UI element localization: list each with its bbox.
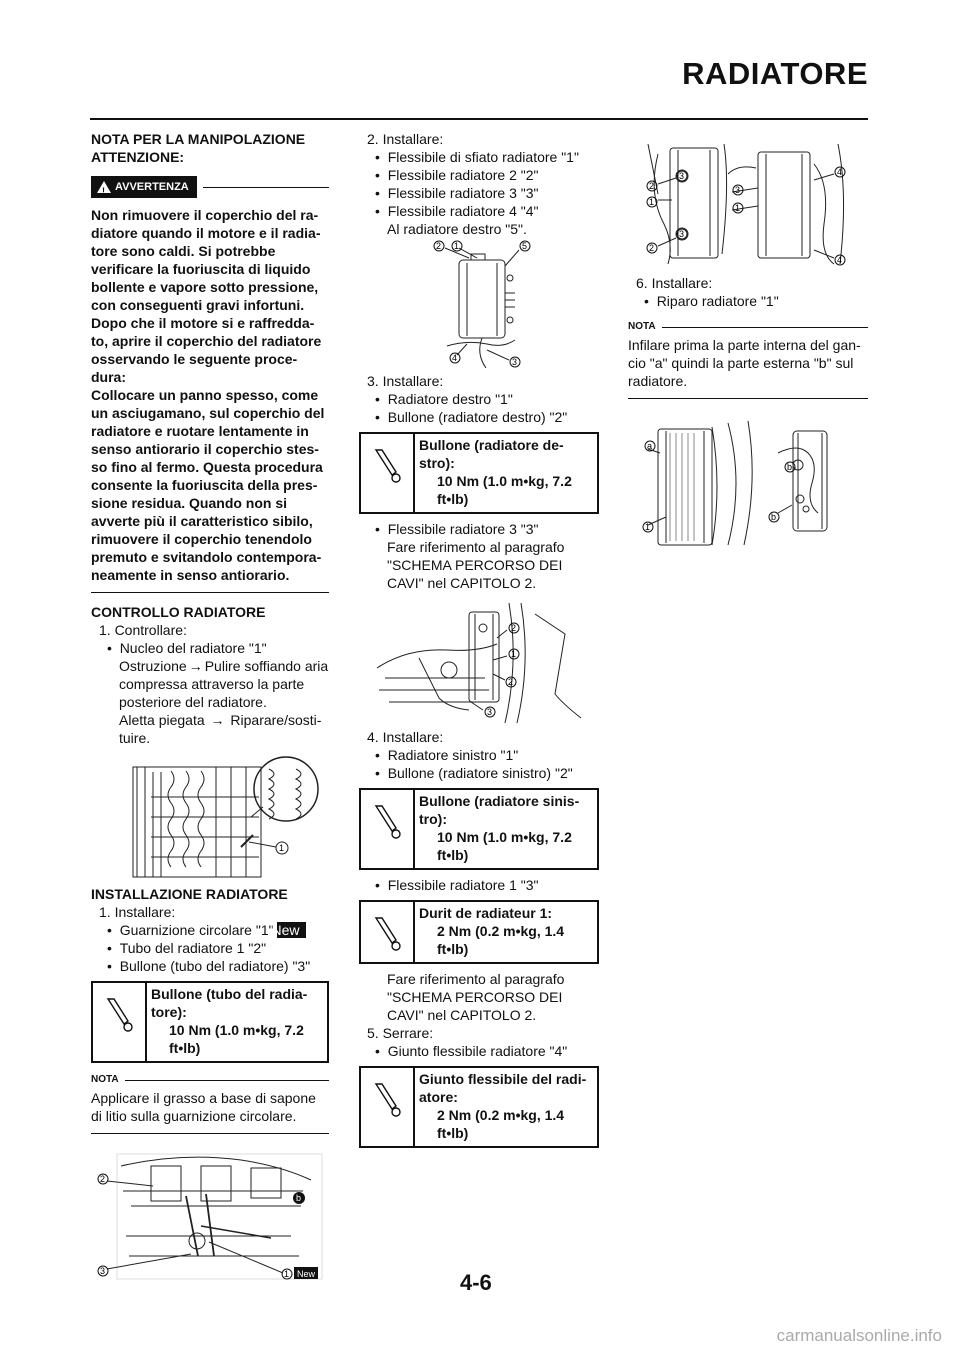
svg-text:3: 3 <box>679 171 685 181</box>
header-rule <box>90 118 868 120</box>
torque-wrench-icon <box>361 1068 415 1146</box>
radiator-guard-figure <box>628 413 868 553</box>
torque-wrench-icon <box>361 434 415 512</box>
warning-triangle-icon: ! <box>97 181 111 193</box>
radiator-core-figure <box>91 747 329 885</box>
svg-text:a: a <box>647 441 653 451</box>
torque-spec-box: Bullone (radiatore sinis- tro): 10 Nm (1.0 m•kg, 7.2 ft•lb) <box>359 788 599 870</box>
svg-text:3: 3 <box>512 357 518 367</box>
svg-text:2: 2 <box>508 677 514 687</box>
nota-text: Infilare prima la parte interna del gan- cio "a" quindi la parte esterna "b" sul radiatore. <box>628 337 861 389</box>
svg-text:b: b <box>787 462 793 472</box>
svg-text:3: 3 <box>735 185 741 195</box>
page-title: RADIATORE <box>682 56 868 91</box>
svg-text:2: 2 <box>649 181 655 191</box>
svg-text:2: 2 <box>511 623 517 633</box>
new-badge: New <box>277 922 305 938</box>
arrow-right-icon: → <box>188 658 203 674</box>
column-2: 2. Installare: • Flessibile di sfiato radiatore "1" • Flessibile radiatore 2 "2" • Flessibile radiatore 3 "3" • Flessibile radiatore 4 "4" Al radiatore destro "5". 2 1 5 4 3 3. Installare: • Radiatore destro "1" • Bullone (radiatore destro) "2" Bullone (radiatore de- stro): 10 Nm (1.0 m•kg, 7.2 ft•lb) • Flessibile radiatore 3 "3" Fare riferimento al paragrafo "SCHEMA PERCORSO DEI CAVI" nel CAPITOLO 2. 2 1 2 3 4. Installare: • Radiatore sinistro "1" • Bullone (radiatore sinistro) "2" Bullone (radiatore sinis- tro): 10 Nm (1.0 m•kg, 7.2 ft•lb) • Flessibile radiatore 1 "3" Durit de radiateur 1: 2 Nm (0.2 m•kg, 1.4 ft•lb) Fare riferimento al paragrafo "SCHEMA PERCORSO DEI CAVI" nel CAPITOLO 2. 5. Serrare: • Giunto flessibile radiatore "4" Giunto flessibile del radi- atore: 2 Nm (0.2 m•kg, 1.4 ft•lb) <box>359 130 599 1154</box>
svg-text:1: 1 <box>454 241 460 251</box>
svg-text:1: 1 <box>279 843 285 853</box>
arrow-right-icon: → <box>210 712 225 728</box>
svg-text:2: 2 <box>649 243 655 253</box>
torque-spec-box: Durit de radiateur 1: 2 Nm (0.2 m•kg, 1.4 ft•lb) <box>359 900 599 964</box>
column-3: 3 2 1 3 2 3 1 4 4 6. Installare: • Riparo radiatore "1" NOTA Infilare prima la parte interna del gan- cio "a" quindi la parte esterna "b" sul radiatore. a 1 b b <box>628 130 868 553</box>
section-heading-install: INSTALLAZIONE RADIATORE <box>91 886 288 902</box>
step-check: 1. Controllare: <box>99 622 187 638</box>
svg-text:b: b <box>296 1193 302 1203</box>
warning-end-rule <box>91 592 329 593</box>
section-heading-check: CONTROLLO RADIATORE <box>91 604 266 620</box>
svg-text:1: 1 <box>511 649 517 659</box>
svg-text:5: 5 <box>522 241 528 251</box>
torque-wrench-icon <box>361 902 415 962</box>
svg-text:New: New <box>297 1269 316 1279</box>
bullet-item: • Guarnizione circolare "1" New <box>91 921 329 939</box>
warning-badge: ! AVVERTENZA <box>91 176 197 198</box>
svg-text:1: 1 <box>649 197 655 207</box>
bullet-item: • Tubo del radiatore 1 "2" <box>107 940 267 956</box>
svg-text:4: 4 <box>452 353 458 363</box>
bullet-item: • Nucleo del radiatore "1" <box>107 640 267 656</box>
torque-spec-box: Bullone (radiatore de- stro): 10 Nm (1.0 m•kg, 7.2 ft•lb) <box>359 432 599 514</box>
right-radiator-figure <box>359 238 599 372</box>
watermark: carmanualsonline.info <box>776 1326 942 1345</box>
torque-spec-box: Giunto flessibile del radi- atore: 2 Nm (0.2 m•kg, 1.4 ft•lb) <box>359 1066 599 1148</box>
nota-header: NOTA <box>628 318 868 336</box>
svg-text:b: b <box>771 512 777 522</box>
page-number: 4-6 <box>460 1270 492 1295</box>
svg-text:1: 1 <box>645 522 651 532</box>
radiator-hose-install-figure <box>91 1146 329 1282</box>
svg-text:3: 3 <box>100 1266 106 1276</box>
radiator-hoses-pair-figure <box>628 134 868 274</box>
right-radiator-mounted-figure <box>359 598 599 728</box>
torque-wrench-icon <box>361 790 415 868</box>
column-1: NOTA PER LA MANIPOLAZIONE ATTENZIONE: ! AVVERTENZA Non rimuovere il coperchio del ra- diatore quando il motore e il radia- tore sono caldi. Si potrebbe verificare la fuoriuscita di liquido bollente e vapore sotto pressione, con conseguenti gravi infortuni. Dopo che il motore si e raffredda- to, aprire il coperchio del radiatore osservando le seguente proce- dura: Collocare un panno spesso, come un asciugamano, sul coperchio del radiatore e ruotare lentamente in senso antiorario il coperchio stes- so fino al fermo. Questa procedura consente la fuoriuscita della pres- sione residua. Quando non si avverte più il caratteristico sibilo, rimuovere il coperchio tenendolo premuto e svitandolo contempora- neamente in senso antiorario. CONTROLLO RADIATORE 1. Controllare: • Nucleo del radiatore "1" Ostruzione → Pulire soffiando aria compressa attraverso la parte posteriore del radiatore. Aletta piegata → Riparare/sosti- tuire. 1 INSTALLAZIONE RADIATORE 1. Installare: • Guarnizione circolare "1" New • Tubo del radiatore 1 "2" • Bullone (tubo del radiatore) "3" Bullone (tubo del radia- tore): 10 Nm (1.0 m•kg, 7.2 ft•lb) NOTA Applicare il grasso a base di sapone di litio sulla guarnizione circolare. 2 3 1 New b <box>91 130 329 1282</box>
svg-text:2: 2 <box>436 241 442 251</box>
svg-text:4: 4 <box>837 255 843 265</box>
bullet-item: • Bullone (tubo del radiatore) "3" <box>107 958 311 974</box>
warning-text: Non rimuovere il coperchio del ra- diatore quando il motore e il radia- tore sono caldi. Si potrebbe verificare la fuoriuscita di liquido bollente e vapore sotto pressione, con conseguenti gravi infortuni. Dopo che il motore si e raffredda- to, aprire il coperchio del radiatore osservando le seguente proce- dura: Collocare un panno spesso, come un asciugamano, sul coperchio del radiatore e ruotare lentamente in senso antiorario il coperchio stes- so fino al fermo. Questa procedura consente la fuoriuscita della pres- sione residua. Quando non si avverte più il caratteristico sibilo, rimuovere il coperchio tenendolo premuto e svitandolo contempora- neamente in senso antiorario. <box>91 207 325 583</box>
svg-text:3: 3 <box>487 707 493 717</box>
svg-text:1: 1 <box>284 1269 290 1279</box>
torque-wrench-icon <box>93 983 147 1061</box>
nota-header: NOTA <box>91 1071 329 1089</box>
warning-header <box>91 176 329 198</box>
torque-spec-box: Bullone (tubo del radia- tore): 10 Nm (1.0 m•kg, 7.2 ft•lb) <box>91 981 329 1063</box>
svg-text:1: 1 <box>735 203 741 213</box>
nota-text: Applicare il grasso a base di sapone di litio sulla guarnizione circolare. <box>91 1090 316 1124</box>
svg-text:3: 3 <box>679 229 685 239</box>
section-heading-handling: NOTA PER LA MANIPOLAZIONE ATTENZIONE: <box>91 131 306 165</box>
svg-text:4: 4 <box>837 167 843 177</box>
svg-text:2: 2 <box>100 1174 106 1184</box>
